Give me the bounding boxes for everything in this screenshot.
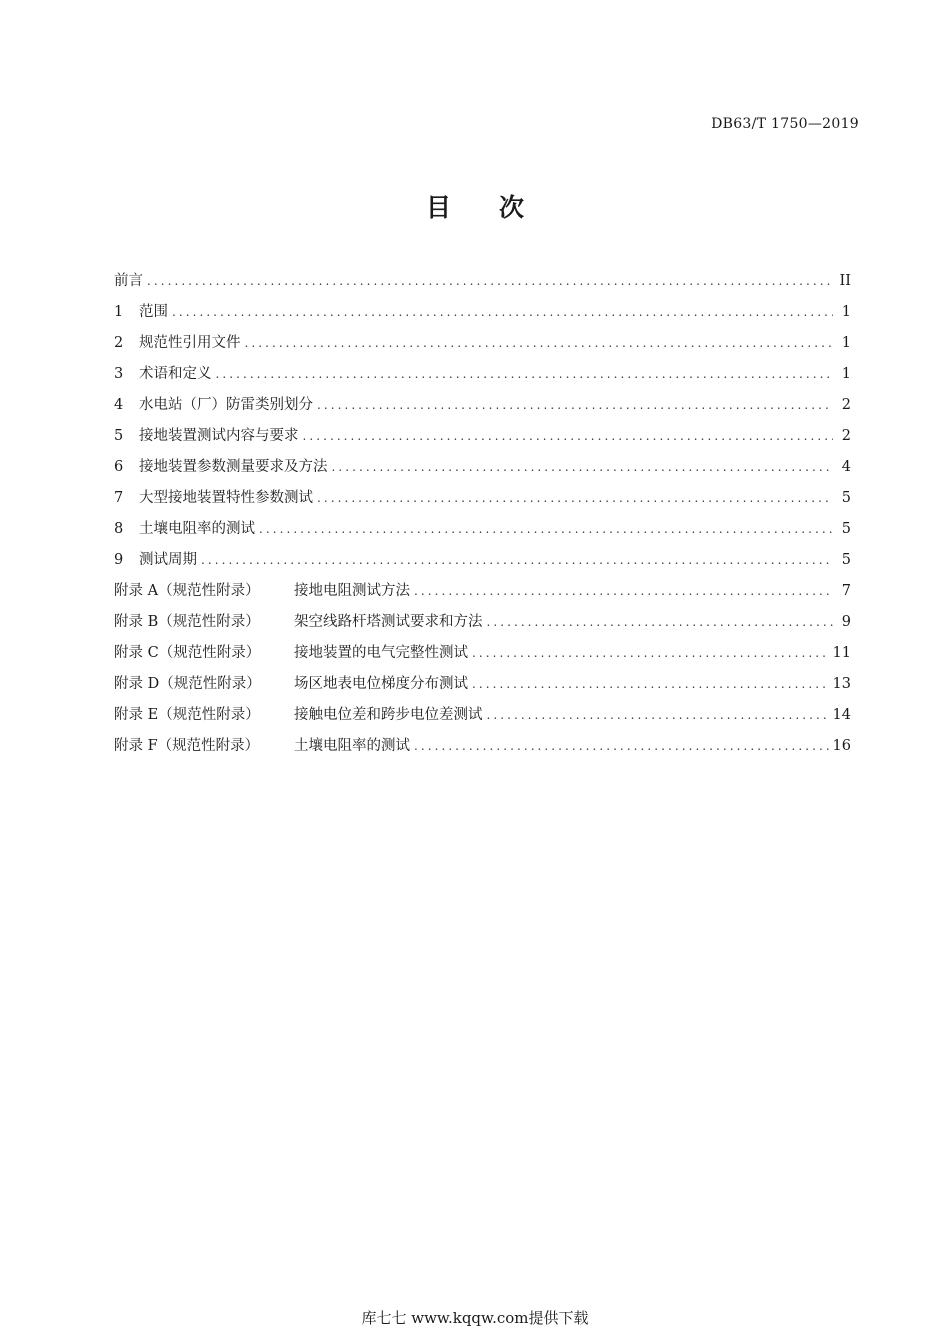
toc-page-number: 2 xyxy=(841,428,851,444)
toc-entry-title: 水电站（厂）防雷类别划分 xyxy=(139,397,313,413)
toc-entry-title: 土壤电阻率的测试 xyxy=(139,521,255,537)
toc-section-number: 5 xyxy=(114,428,124,444)
toc-page-number: II xyxy=(839,273,851,289)
toc-entry-title: 架空线路杆塔测试要求和方法 xyxy=(294,614,483,630)
toc-section-number: 3 xyxy=(114,366,124,382)
toc-appendix-b[interactable] xyxy=(114,607,851,638)
toc-entry-6[interactable] xyxy=(114,452,851,483)
toc-section-number: 8 xyxy=(114,521,124,537)
toc-appendix-f[interactable] xyxy=(114,731,851,762)
toc-page-number: 5 xyxy=(841,552,851,568)
toc-entry-4[interactable] xyxy=(114,390,851,421)
appendix-prefix: 附录 D（规范性附录） xyxy=(114,676,261,692)
dot-leader xyxy=(147,266,833,297)
dot-leader xyxy=(332,452,834,483)
toc-entry-1[interactable] xyxy=(114,297,851,328)
dot-leader xyxy=(303,421,834,452)
toc-entry-title: 大型接地装置特性参数测试 xyxy=(139,490,313,506)
dot-leader xyxy=(472,638,829,669)
appendix-prefix: 附录 E（规范性附录） xyxy=(114,707,260,723)
toc-entry-9[interactable] xyxy=(114,545,851,576)
toc-appendix-c[interactable] xyxy=(114,638,851,669)
toc-entry-title: 接地电阻测试方法 xyxy=(294,583,410,599)
dot-leader xyxy=(172,297,833,328)
appendix-prefix: 附录 C（规范性附录） xyxy=(114,645,261,661)
toc-page-number: 4 xyxy=(841,459,851,475)
toc-page-number: 2 xyxy=(841,397,851,413)
dot-leader xyxy=(317,483,833,514)
footer-watermark: 库七七 www.kqqw.com提供下载 xyxy=(361,1309,589,1327)
dot-leader xyxy=(472,669,829,700)
toc-page-number: 16 xyxy=(832,738,851,754)
toc-entry-title: 范围 xyxy=(139,304,168,320)
toc-entry-2[interactable] xyxy=(114,328,851,359)
toc-entry-title: 接地装置参数测量要求及方法 xyxy=(139,459,328,475)
toc-page-number: 1 xyxy=(841,366,851,382)
toc-page-number: 5 xyxy=(841,490,851,506)
toc-section-number: 4 xyxy=(114,397,124,413)
toc-page-number: 13 xyxy=(832,676,851,692)
toc-entry-title: 前言 xyxy=(114,273,143,289)
toc-page-number: 7 xyxy=(841,583,851,599)
toc-section-number: 2 xyxy=(114,335,124,351)
toc-entry-title: 术语和定义 xyxy=(139,366,212,382)
toc-entry-8[interactable] xyxy=(114,514,851,545)
toc-entry-3[interactable] xyxy=(114,359,851,390)
toc-section-number: 6 xyxy=(114,459,124,475)
dot-leader xyxy=(201,545,833,576)
toc-entry-title: 接地装置的电气完整性测试 xyxy=(294,645,468,661)
dot-leader xyxy=(487,700,829,731)
toc-entry-title: 土壤电阻率的测试 xyxy=(294,738,410,754)
appendix-prefix: 附录 F（规范性附录） xyxy=(114,738,260,754)
title-char-1: 目 xyxy=(425,193,451,222)
toc-entry-title: 接触电位差和跨步电位差测试 xyxy=(294,707,483,723)
title-char-2: 次 xyxy=(499,193,525,222)
dot-leader xyxy=(414,731,829,762)
dot-leader xyxy=(216,359,834,390)
dot-leader xyxy=(245,328,834,359)
toc-section-number: 9 xyxy=(114,552,124,568)
toc-page-number: 1 xyxy=(841,304,851,320)
dot-leader xyxy=(487,607,834,638)
toc-entry-foreword[interactable] xyxy=(114,266,851,297)
table-of-contents xyxy=(114,266,851,762)
toc-page-number: 5 xyxy=(841,521,851,537)
toc-page-number: 1 xyxy=(841,335,851,351)
toc-entry-5[interactable] xyxy=(114,421,851,452)
toc-entry-title: 接地装置测试内容与要求 xyxy=(139,428,299,444)
page-title xyxy=(0,188,950,224)
appendix-prefix: 附录 B（规范性附录） xyxy=(114,614,260,630)
toc-page-number: 14 xyxy=(832,707,851,723)
toc-page-number: 9 xyxy=(841,614,851,630)
dot-leader xyxy=(317,390,833,421)
toc-section-number: 7 xyxy=(114,490,124,506)
toc-entry-title: 规范性引用文件 xyxy=(139,335,241,351)
appendix-prefix: 附录 A（规范性附录） xyxy=(114,583,260,599)
toc-entry-7[interactable] xyxy=(114,483,851,514)
dot-leader xyxy=(259,514,833,545)
toc-appendix-a[interactable] xyxy=(114,576,851,607)
document-code: DB63/T 1750—2019 xyxy=(711,116,859,132)
toc-appendix-d[interactable] xyxy=(114,669,851,700)
toc-section-number: 1 xyxy=(114,304,124,320)
toc-page-number: 11 xyxy=(832,645,851,661)
toc-entry-title: 测试周期 xyxy=(139,552,197,568)
toc-appendix-e[interactable] xyxy=(114,700,851,731)
toc-entry-title: 场区地表电位梯度分布测试 xyxy=(294,676,468,692)
dot-leader xyxy=(414,576,833,607)
